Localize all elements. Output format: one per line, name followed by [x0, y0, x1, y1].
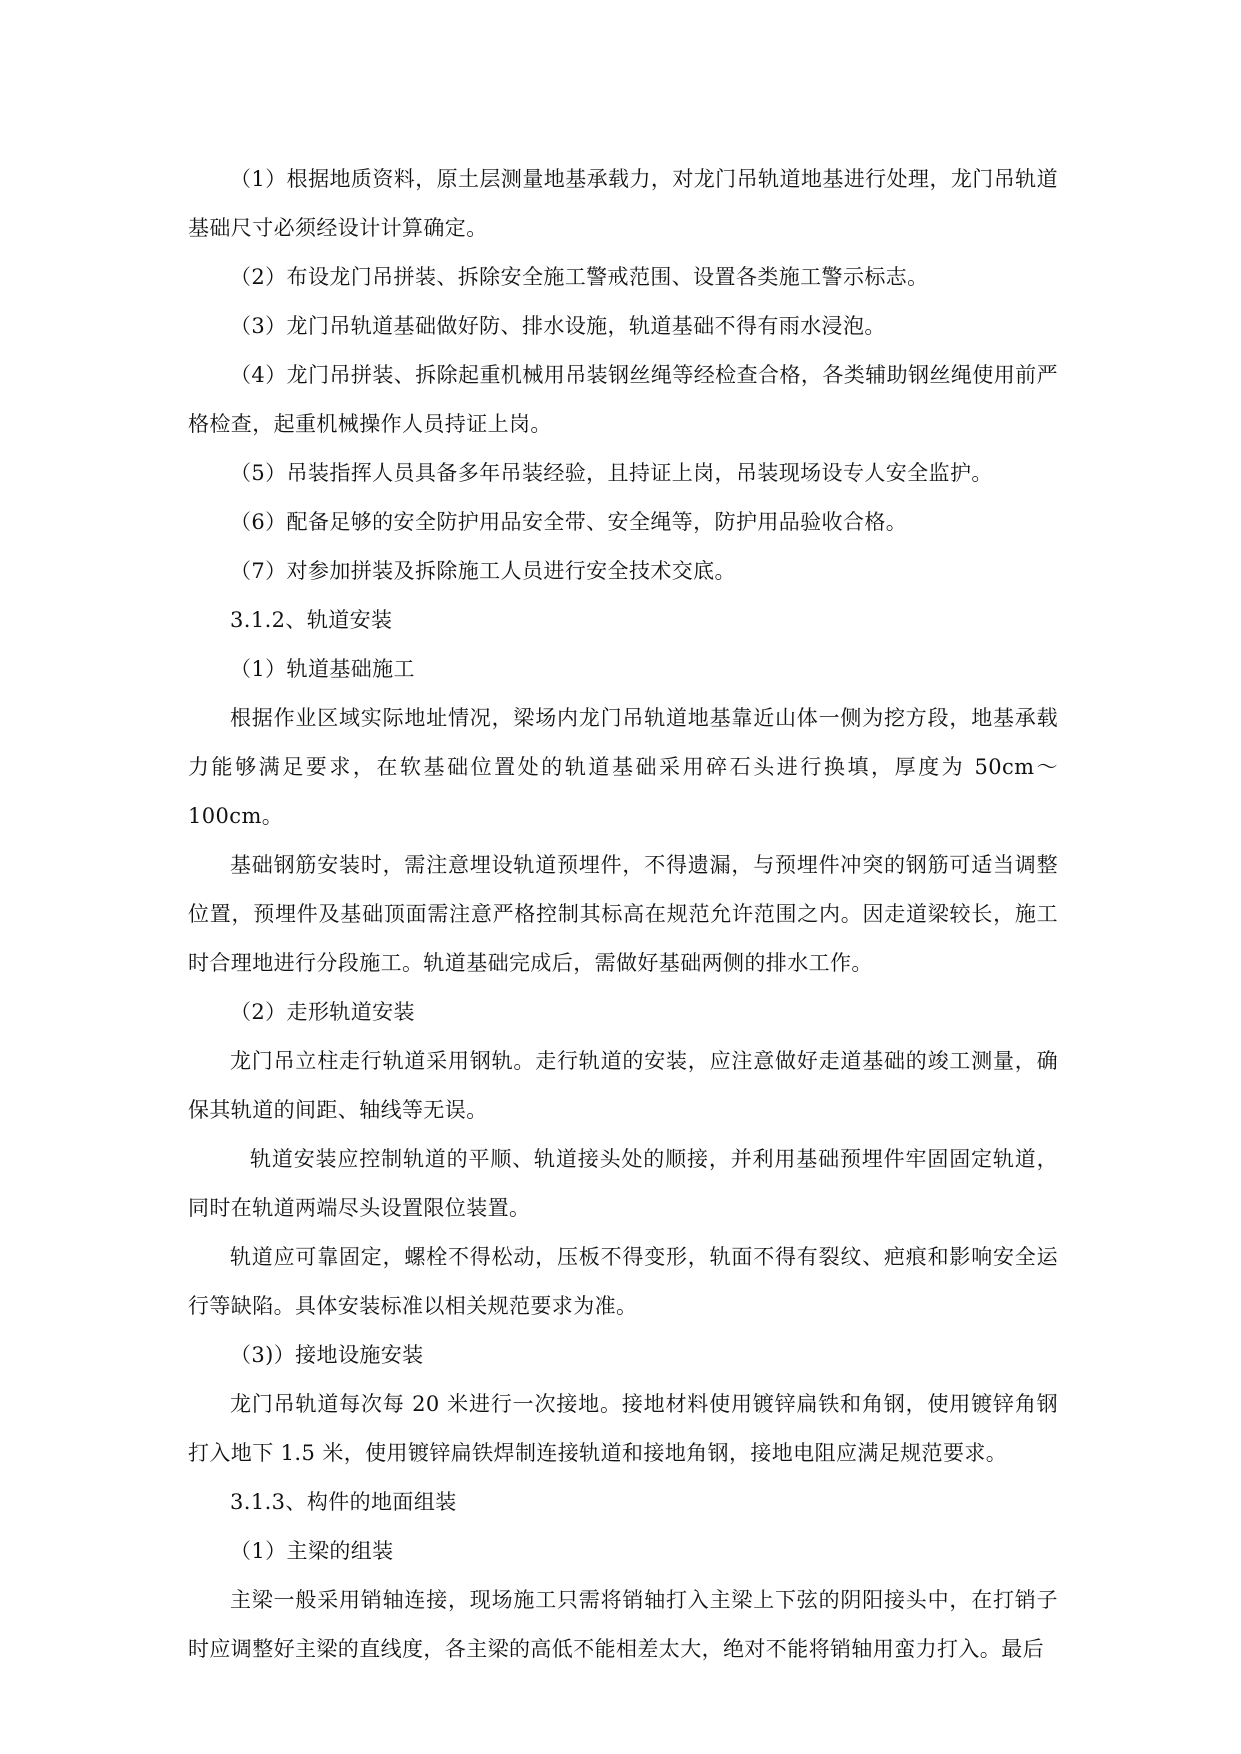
paragraph-prep-6: （6）配备足够的安全防护用品安全带、安全绳等，防护用品验收合格。 — [230, 510, 908, 534]
section-heading-3-1-2: 3.1.2、轨道安装 — [230, 608, 393, 632]
paragraph-prep-2: （2）布设龙门吊拼装、拆除安全施工警戒范围、设置各类施工警示标志。 — [230, 265, 929, 289]
paragraph-prep-4: （4）龙门吊拼装、拆除起重机械用吊装钢丝绳等经检查合格，各类辅助钢丝绳使用前严格检查，起重机械操作人员持证上岗。 — [188, 363, 1058, 436]
paragraph-prep-7: （7）对参加拼装及拆除施工人员进行安全技术交底。 — [230, 559, 736, 583]
document-body — [188, 155, 1058, 1674]
section-heading-3-1-3: 3.1.3、构件的地面组装 — [230, 1490, 457, 1514]
paragraph-track-3: 轨道应可靠固定，螺栓不得松动，压板不得变形，轨面不得有裂纹、疤痕和影响安全运行等缺陷。具体安装标准以相关规范要求为准。 — [188, 1245, 1058, 1318]
paragraph-track-2: 轨道安装应控制轨道的平顺、轨道接头处的顺接，并利用基础预埋件牢固固定轨道，同时在轨道两端尽头设置限位装置。 — [188, 1147, 1058, 1220]
paragraph-grounding: 龙门吊轨道每次每 20 米进行一次接地。接地材料使用镀锌扁铁和角钢，使用镀锌角钢打入地下 1.5 米，使用镀锌扁铁焊制连接轨道和接地角钢，接地电阻应满足规范要求。 — [188, 1392, 1058, 1465]
subheading-track-install: （2）走形轨道安装 — [230, 1000, 415, 1024]
paragraph-prep-1: （1）根据地质资料，原土层测量地基承载力，对龙门吊轨道地基进行处理，龙门吊轨道基础尺寸必须经设计计算确定。 — [188, 167, 1058, 240]
subheading-main-beam: （1）主梁的组装 — [230, 1539, 394, 1563]
paragraph-foundation-2: 基础钢筋安装时，需注意埋设轨道预埋件，不得遗漏，与预埋件冲突的钢筋可适当调整位置，预埋件及基础顶面需注意严格控制其标高在规范允许范围之内。因走道梁较长，施工时合理地进行分段施工。轨道基础完成后，需做好基础两侧的排水工作。 — [188, 853, 1058, 975]
paragraph-prep-3: （3）龙门吊轨道基础做好防、排水设施，轨道基础不得有雨水浸泡。 — [230, 314, 886, 338]
subheading-track-foundation: （1）轨道基础施工 — [230, 657, 415, 681]
paragraph-foundation-1: 根据作业区域实际地址情况，梁场内龙门吊轨道地基靠近山体一侧为挖方段，地基承载力能够满足要求，在软基础位置处的轨道基础采用碎石头进行换填，厚度为 50cm～100cm。 — [188, 706, 1058, 828]
paragraph-main-beam: 主梁一般采用销轴连接，现场施工只需将销轴打入主梁上下弦的阴阳接头中，在打销子时应调整好主梁的直线度，各主梁的高低不能相差太大，绝对不能将销轴用蛮力打入。最后 — [188, 1588, 1058, 1661]
subheading-grounding: （3)）接地设施安装 — [230, 1343, 424, 1367]
paragraph-prep-5: （5）吊装指挥人员具备多年吊装经验，且持证上岗，吊装现场设专人安全监护。 — [230, 461, 993, 485]
paragraph-track-1: 龙门吊立柱走行轨道采用钢轨。走行轨道的安装，应注意做好走道基础的竣工测量，确保其轨道的间距、轴线等无误。 — [188, 1049, 1058, 1122]
